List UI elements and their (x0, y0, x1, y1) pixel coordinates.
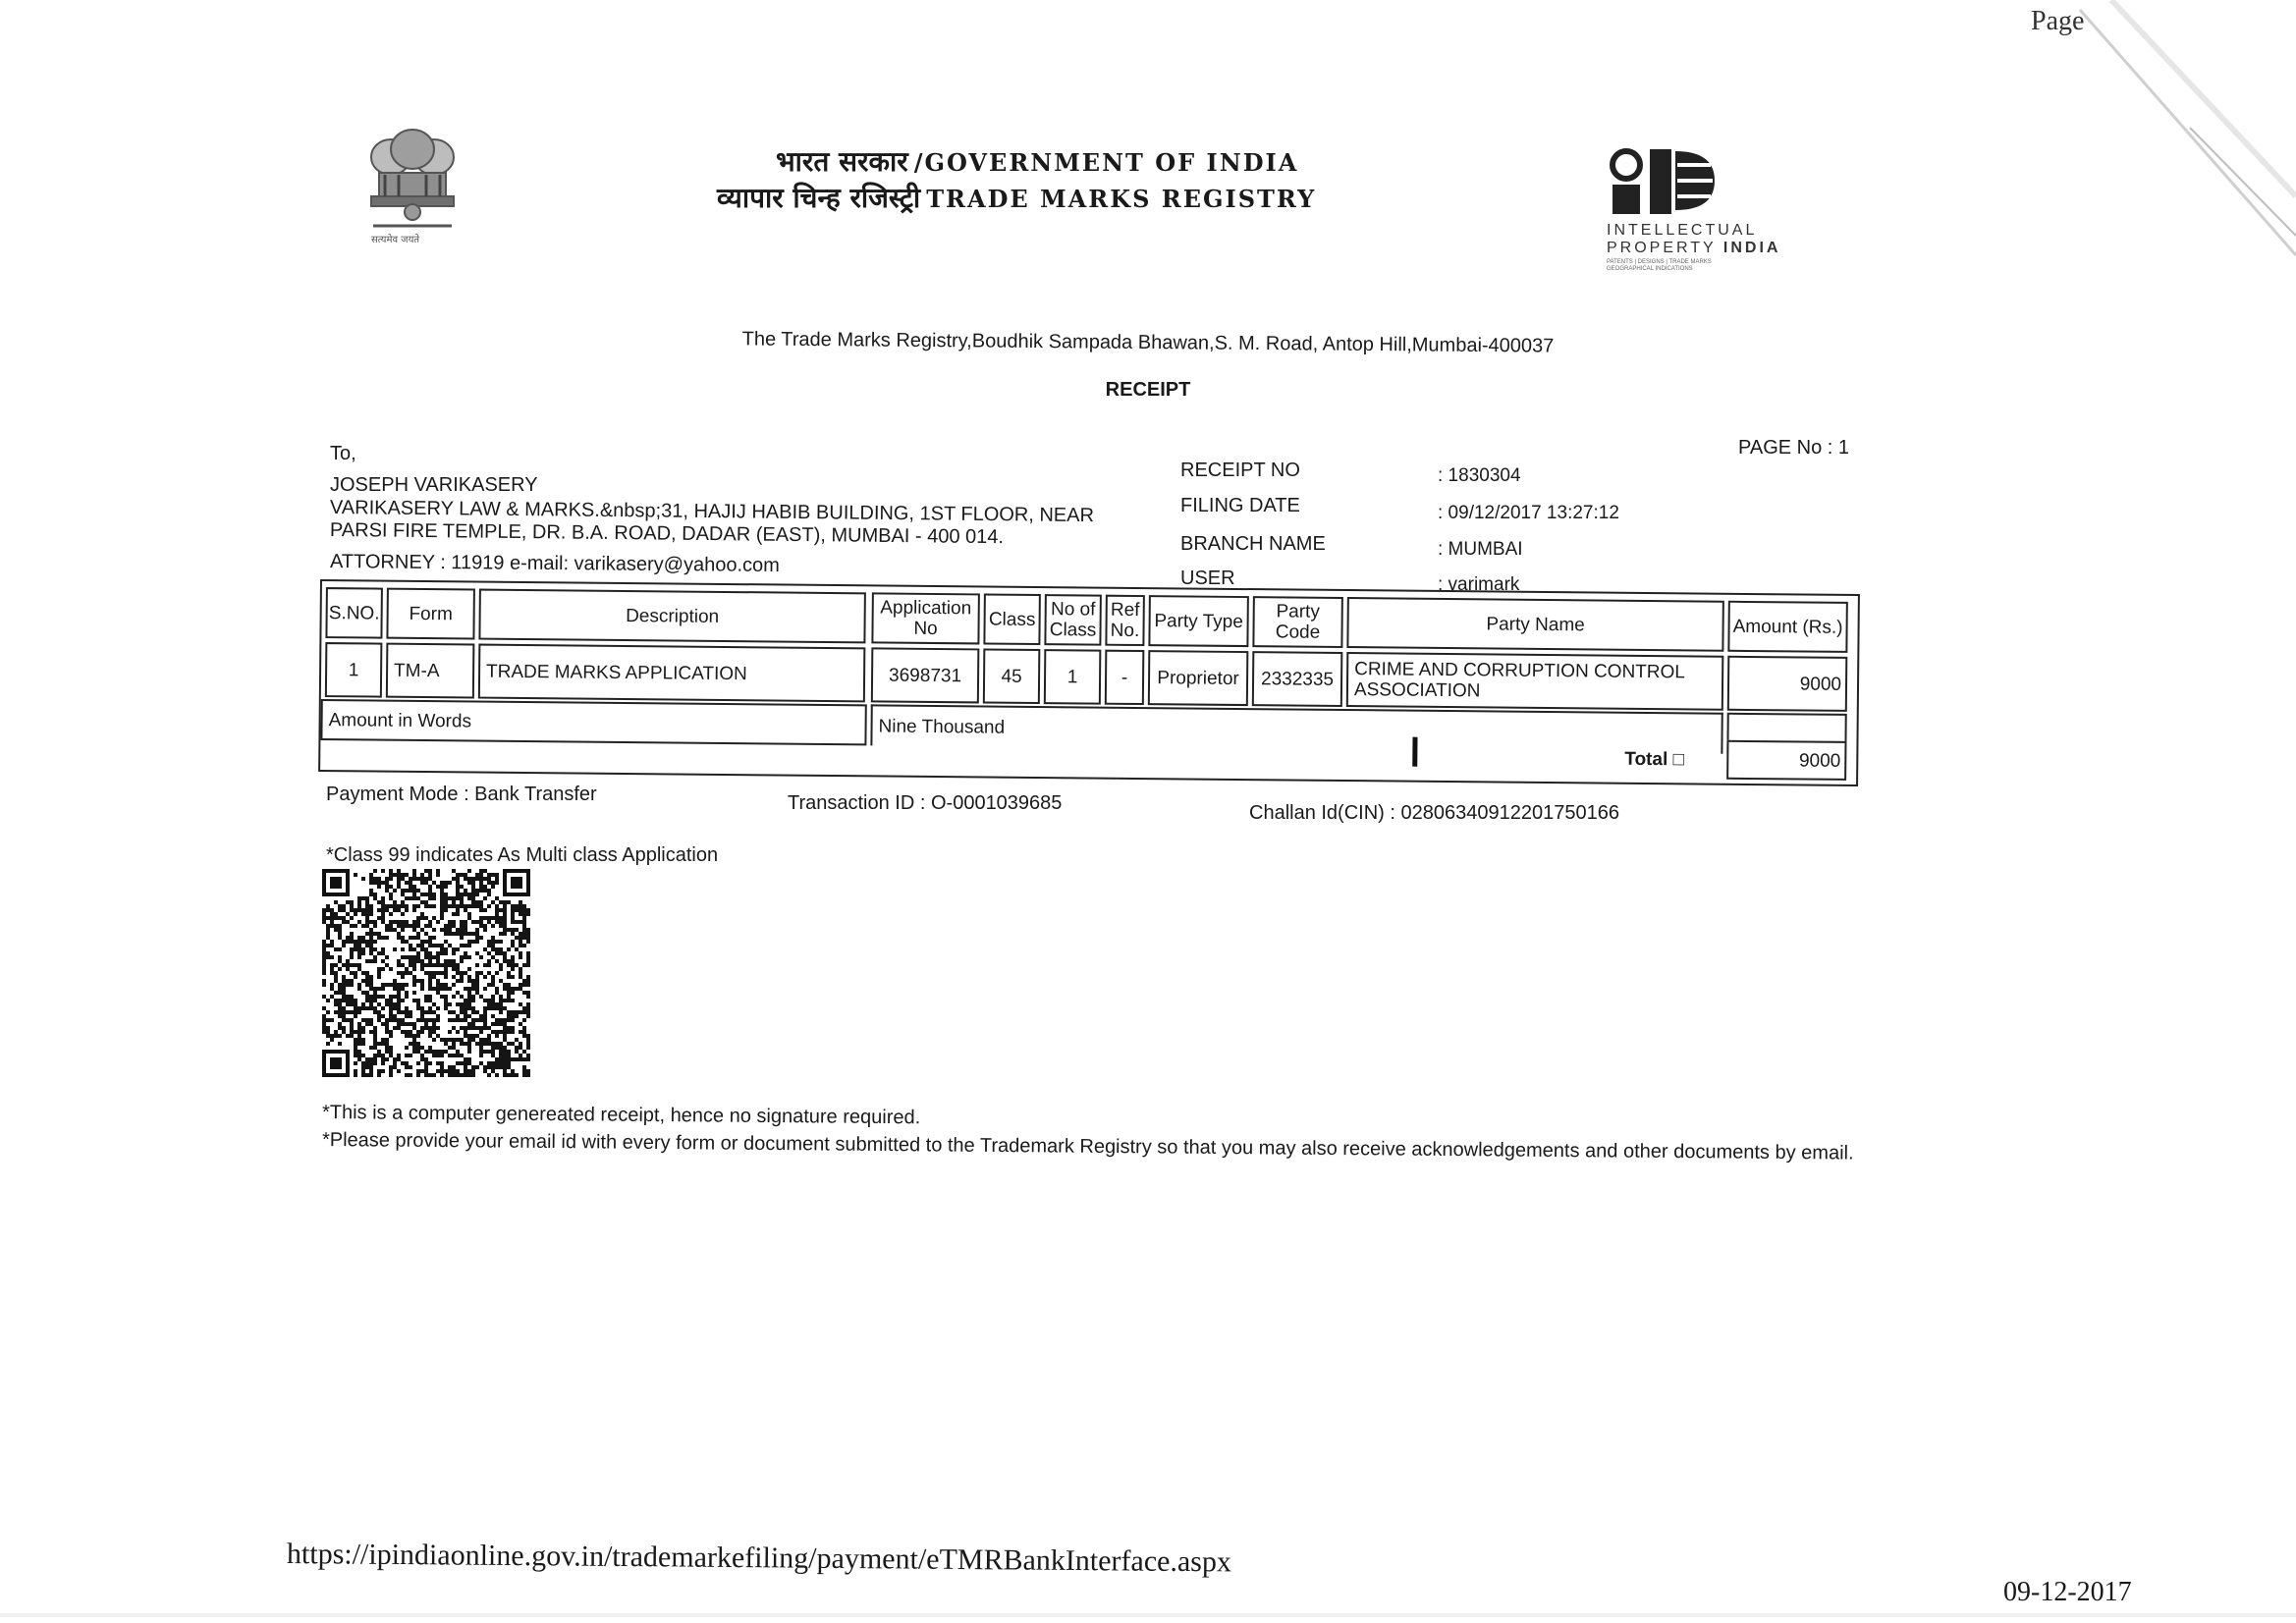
header-party-code: Party Code (1252, 596, 1342, 648)
user-label: USER (1180, 568, 1235, 589)
filing-date-label: FILING DATE (1180, 495, 1300, 516)
receipt-heading: RECEIPT (1105, 379, 1191, 401)
header-form: Form (386, 588, 474, 640)
row-party-type: Proprietor (1148, 650, 1249, 706)
registry-english: TRADE MARKS REGISTRY (926, 185, 1317, 213)
row-form: TM-A (386, 643, 475, 699)
filing-date-value: : 09/12/2017 13:27:12 (1438, 503, 1619, 523)
total-label: Total □ (1624, 748, 1685, 771)
user-value: : varimark (1438, 574, 1520, 595)
row-party-name: CRIME AND CORRUPTION CONTROL ASSOCIATION (1346, 652, 1724, 711)
branch-name-value: : MUMBAI (1438, 539, 1523, 560)
class-note: *Class 99 indicates As Multi class Application (326, 844, 719, 866)
row-ref-no: - (1105, 650, 1145, 705)
challan-id: Challan Id(CIN) : 02806340912201750166 (1249, 802, 1619, 824)
gov-english: /GOVERNMENT OF INDIA (913, 148, 1299, 177)
row-sno: 1 (325, 642, 383, 698)
row-application-no: 3698731 (871, 647, 980, 703)
recipient-address-line2: PARSI FIRE TEMPLE, DR. B.A. ROAD, DADAR (EAST), MUMBAI - 400 014. (329, 519, 1005, 549)
page-label: Page (2031, 6, 2085, 36)
header-party-type: Party Type (1148, 595, 1248, 647)
national-emblem-logo (344, 116, 481, 253)
logo-line3: PATENTS | DESIGNS | TRADE MARKS (1607, 259, 1712, 265)
computer-generated-note: *This is a computer genereated receipt, hence no signature required. (321, 1102, 921, 1129)
amount-in-words-value: Nine Thousand (870, 704, 1722, 753)
header-no-of-class: No of Class (1044, 594, 1101, 646)
recipient-address-line1: VARIKASERY LAW & MARKS.&nbsp;31, HAJIJ HABIB BUILDING, 1ST FLOOR, NEAR (329, 497, 1095, 527)
email-note: *Please provide your email id with every form or document submitted to the Trademark Registry so that you may also receive acknowledgements and other documents by email. (321, 1129, 1854, 1164)
logo-line2b: INDIA (1722, 240, 1781, 256)
recipient-name: JOSEPH VARIKASERY (330, 474, 538, 496)
registry-address: The Trade Marks Registry,Boudhik Sampada Bhawan,S. M. Road, Antop Hill,Mumbai-400037 (741, 328, 1555, 357)
logo-line2a: PROPERTY (1607, 240, 1723, 256)
government-title (717, 145, 1404, 216)
receipt-no-value: : 1830304 (1438, 465, 1521, 486)
logo-line1: INTELLECTUAL (1607, 222, 1758, 239)
intellectual-property-india-logo (1603, 145, 1829, 272)
amount-in-words-label: Amount in Words (320, 699, 866, 745)
emblem-caption: सत्यमेव जयते (371, 235, 420, 245)
payment-mode: Payment Mode : Bank Transfer (326, 784, 597, 805)
row-description: TRADE MARKS APPLICATION (478, 644, 866, 703)
header-class: Class (983, 593, 1040, 645)
qr-code (322, 869, 530, 1077)
receipt-no-label: RECEIPT NO (1180, 460, 1300, 481)
attorney-info: ATTORNEY : 11919 e-mail: varikasery@yahoo.com (329, 551, 780, 576)
row-class: 45 (983, 648, 1041, 704)
page-number: PAGE No : 1 (1738, 437, 1850, 459)
footer-date: 09-12-2017 (2003, 1577, 2132, 1607)
transaction-id: Transaction ID : O-0001039685 (788, 792, 1063, 814)
total-value: 9000 (1726, 740, 1846, 781)
logo-line4: GEOGRAPHICAL INDICATIONS (1607, 266, 1693, 272)
header-party-name: Party Name (1346, 597, 1723, 652)
header-amount: Amount (Rs.) (1727, 601, 1847, 653)
registry-hindi: व्यापार चिन्ह रजिस्ट्री (717, 182, 921, 214)
table-mark (1412, 737, 1417, 767)
to-label: To, (330, 443, 356, 464)
gov-hindi: भारत सरकार (776, 145, 908, 178)
header-description: Description (478, 589, 865, 644)
row-no-of-class: 1 (1044, 649, 1102, 705)
branch-name-label: BRANCH NAME (1180, 533, 1326, 555)
header-ref-no: Ref No. (1105, 595, 1144, 646)
header-application-no: Application No (871, 592, 979, 644)
row-amount: 9000 (1727, 656, 1848, 712)
receipt-table (318, 579, 1860, 796)
header-sno: S.NO. (325, 587, 382, 639)
row-party-code: 2332335 (1252, 651, 1343, 707)
footer-url: https://ipindiaonline.gov.in/trademarkefiling/payment/eTMRBankInterface.aspx (286, 1538, 1232, 1579)
